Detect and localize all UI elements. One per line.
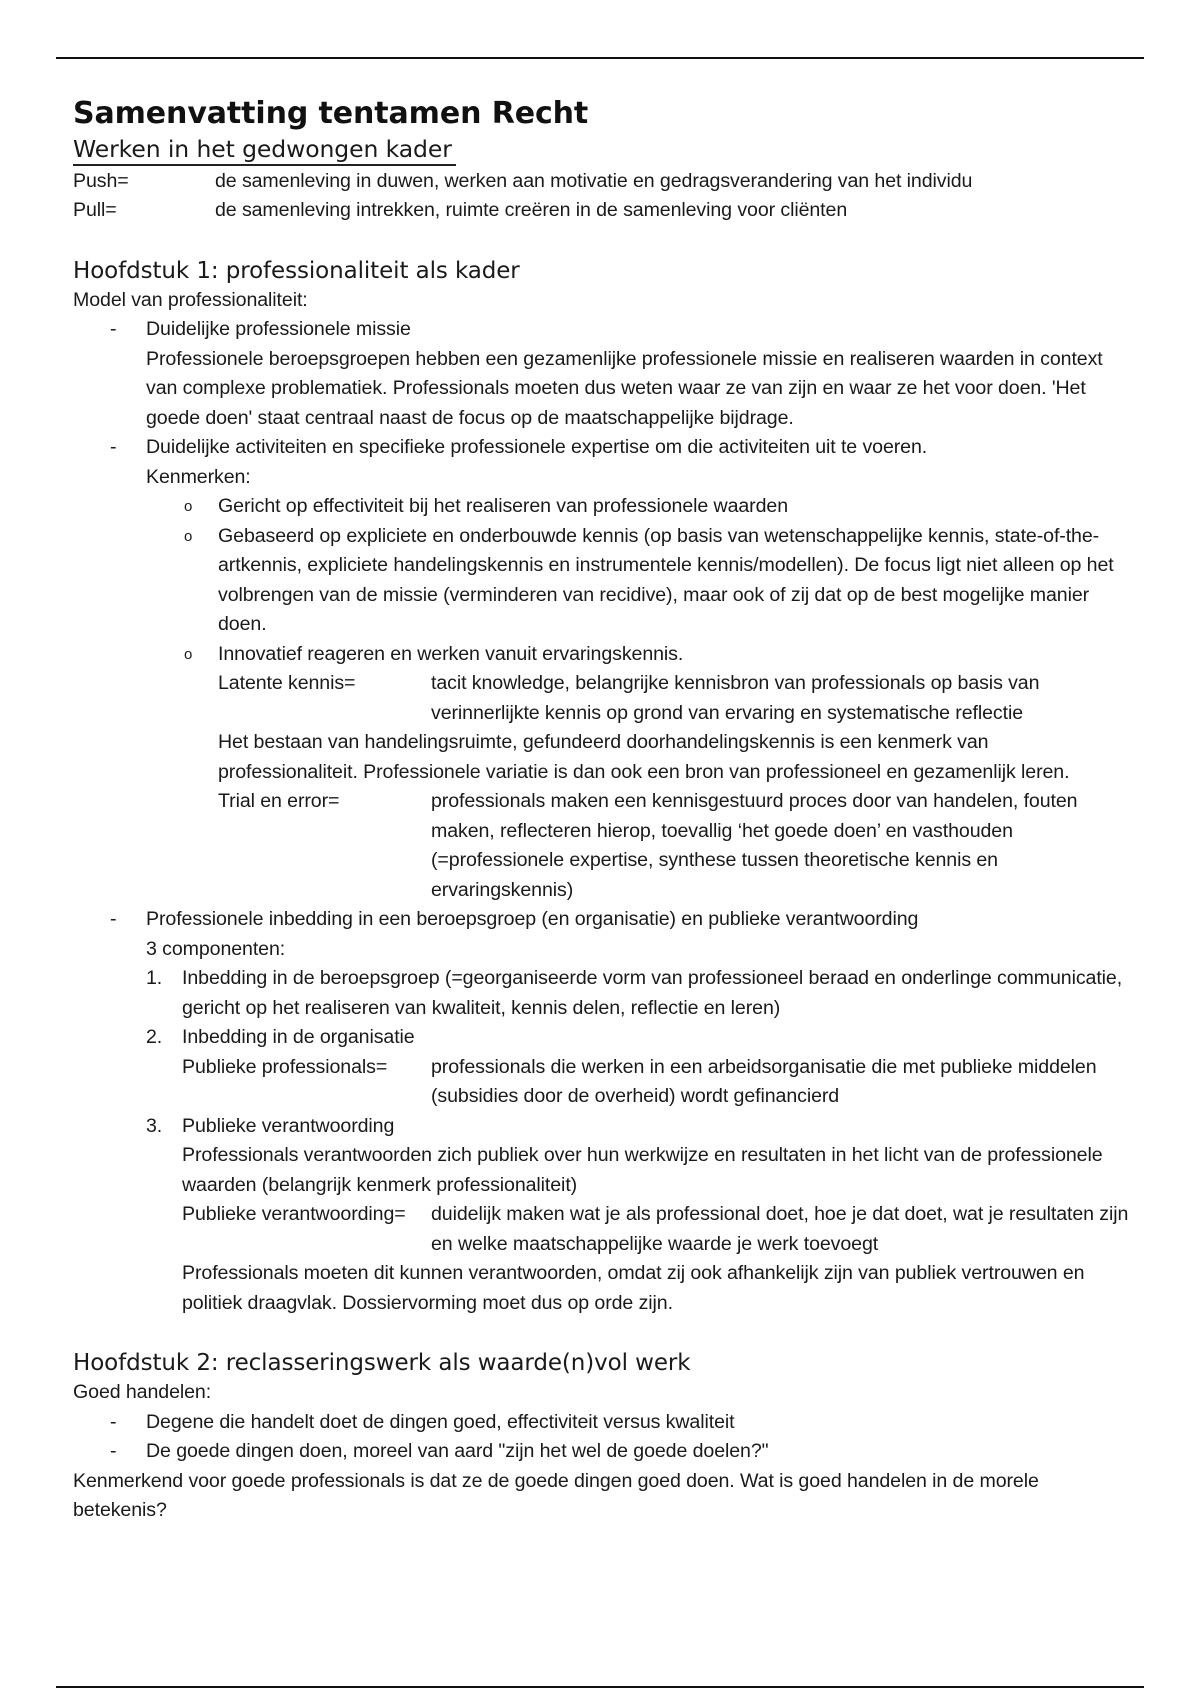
definition-term: Latente kennis= xyxy=(218,672,356,694)
document-body xyxy=(73,94,1133,1526)
list-item xyxy=(146,1023,1133,1112)
chapter-1-lead: Model van professionaliteit: xyxy=(73,288,308,311)
list-number: 3. xyxy=(146,1114,163,1137)
list-item xyxy=(73,1437,1133,1467)
list-item xyxy=(146,522,1133,640)
componenten-list xyxy=(146,964,1133,1318)
item-lead: 3 componenten: xyxy=(146,937,286,960)
document-title: Samenvatting tentamen Recht xyxy=(73,96,589,131)
item-title: Duidelijke professionele missie xyxy=(146,318,411,340)
definition-text: professionals maken een kennisgestuurd proces door van handelen, fouten maken, reflecteren hierop, toevallig ‘het goede doen’ en vasthouden (=professionele expertise, synthese tussen theoretische kennis en ervaringskennis) xyxy=(431,790,1078,901)
header-rule xyxy=(56,57,1144,59)
list-item xyxy=(73,1408,1133,1438)
definition-text: tacit knowledge, belangrijke kennisbron van professionals op basis van verinnerlijkte kennis op grond van ervaring en systematische reflectie xyxy=(431,672,1040,724)
definition-publieke-professionals xyxy=(182,1053,1133,1112)
chapter-2-heading: Hoofdstuk 2: reclasseringswerk als waarde(n)vol werk xyxy=(73,1350,691,1376)
item-title: Professionele inbedding in een beroepsgroep (en organisatie) en publieke verantwoording xyxy=(146,908,919,930)
item-title: Publieke verantwoording xyxy=(182,1114,395,1137)
goed-handelen-list xyxy=(73,1408,1133,1467)
item-text: Professionals verantwoorden zich publiek over hun werkwijze en resultaten in het licht van de professionele waarden (belangrijk kenmerk professionaliteit) xyxy=(182,1144,1103,1196)
dash-bullet: - xyxy=(110,908,117,930)
definition-latente-kennis xyxy=(218,669,1133,728)
item-title: Duidelijke activiteiten en specifieke professionele expertise om die activiteiten uit te voeren. xyxy=(146,436,928,458)
circle-bullet: o xyxy=(184,498,193,515)
list-item xyxy=(146,492,1133,522)
model-list xyxy=(73,315,1133,1318)
dash-bullet: - xyxy=(110,318,117,340)
list-number: 1. xyxy=(146,967,163,989)
item-text: Professionals moeten dit kunnen verantwoorden, omdat zij ook afhankelijk zijn van publiek vertrouwen en politiek draagvlak. Dossiervorming moet dus op orde zijn. xyxy=(182,1262,1085,1314)
definition-term: Push= xyxy=(73,169,129,192)
definition-text: de samenleving intrekken, ruimte creëren in de samenleving voor cliënten xyxy=(215,199,848,221)
item-text: Inbedding in de beroepsgroep (=georganiseerde vorm van professioneel beraad en onderlinge communicatie, gericht op het realiseren van kwaliteit, kennis delen, reflectie en leren) xyxy=(182,967,1123,1019)
list-item xyxy=(73,315,1133,433)
definition-push xyxy=(73,167,1133,197)
item-text: Het bestaan van handelingsruimte, gefundeerd doorhandelingskennis is een kenmerk van professionaliteit. Professionele variatie is dan ook een bron van professioneel en gezamenlijk leren. xyxy=(218,731,1070,783)
list-item xyxy=(146,640,1133,906)
dash-bullet: - xyxy=(110,1440,117,1462)
item-text: De goede dingen doen, moreel van aard "zijn het wel de goede doelen?" xyxy=(146,1440,769,1462)
chapter-1-heading: Hoofdstuk 1: professionaliteit als kader xyxy=(73,257,520,284)
definition-term: Publieke verantwoording= xyxy=(182,1203,406,1225)
item-text: Gericht op effectiviteit bij het realiseren van professionele waarden xyxy=(218,495,788,517)
footer-rule xyxy=(56,1686,1144,1688)
definition-term: Pull= xyxy=(73,199,117,221)
item-title: Inbedding in de organisatie xyxy=(182,1026,415,1048)
list-item xyxy=(73,905,1133,1318)
definition-publieke-verantwoording xyxy=(182,1200,1133,1259)
kenmerken-list xyxy=(73,492,1133,905)
circle-bullet: o xyxy=(184,645,193,663)
item-text: Professionele beroepsgroepen hebben een gezamenlijke professionele missie en realiseren waarden in context van complexe problematiek. Professionals moeten dus weten waar ze van zijn en waar ze het voor doen. 'Het goede doen' staat centraal naast de focus op de maatschappelijke bijdrage. xyxy=(146,347,1103,429)
circle-bullet: o xyxy=(184,527,193,545)
definition-text: de samenleving in duwen, werken aan motivatie en gedragsverandering van het individu xyxy=(215,169,973,192)
definition-pull xyxy=(73,196,1133,226)
list-number: 2. xyxy=(146,1026,163,1048)
item-text: Gebaseerd op expliciete en onderbouwde kennis (op basis van wetenschappelijke kennis, state-of-the-artkennis, expliciete handelingskennis en instrumentele kennis/modellen). De focus ligt niet alleen op het volbrengen van de missie (verminderen van recidive), maar ook of zij dat op de best mogelijke manier doen. xyxy=(218,524,1114,635)
chapter-2-closing: Kenmerkend voor goede professionals is dat ze de goede dingen goed doen. Wat is goed handelen in de morele betekenis? xyxy=(73,1469,1039,1521)
dash-bullet: - xyxy=(110,436,117,458)
list-item xyxy=(73,433,1133,905)
definition-text: duidelijk maken wat je als professional doet, hoe je dat doet, wat je resultaten zijn en welke maatschappelijke waarde je werk toevoegt xyxy=(431,1203,1129,1255)
definition-text: professionals die werken in een arbeidsorganisatie die met publieke middelen (subsidies door de overheid) wordt gefinancierd xyxy=(431,1055,1097,1107)
definition-trial-en-error xyxy=(218,787,1133,905)
item-text: Degene die handelt doet de dingen goed, effectiviteit versus kwaliteit xyxy=(146,1410,735,1433)
item-lead: Kenmerken: xyxy=(146,465,251,488)
list-item xyxy=(146,964,1133,1023)
document-subtitle: Werken in het gedwongen kader xyxy=(73,134,456,166)
list-item xyxy=(146,1112,1133,1319)
dash-bullet: - xyxy=(110,1410,117,1433)
chapter-2-lead: Goed handelen: xyxy=(73,1381,212,1403)
definition-term: Publieke professionals= xyxy=(182,1055,388,1078)
definition-term: Trial en error= xyxy=(218,790,340,812)
item-title: Innovatief reageren en werken vanuit ervaringskennis. xyxy=(218,642,684,665)
